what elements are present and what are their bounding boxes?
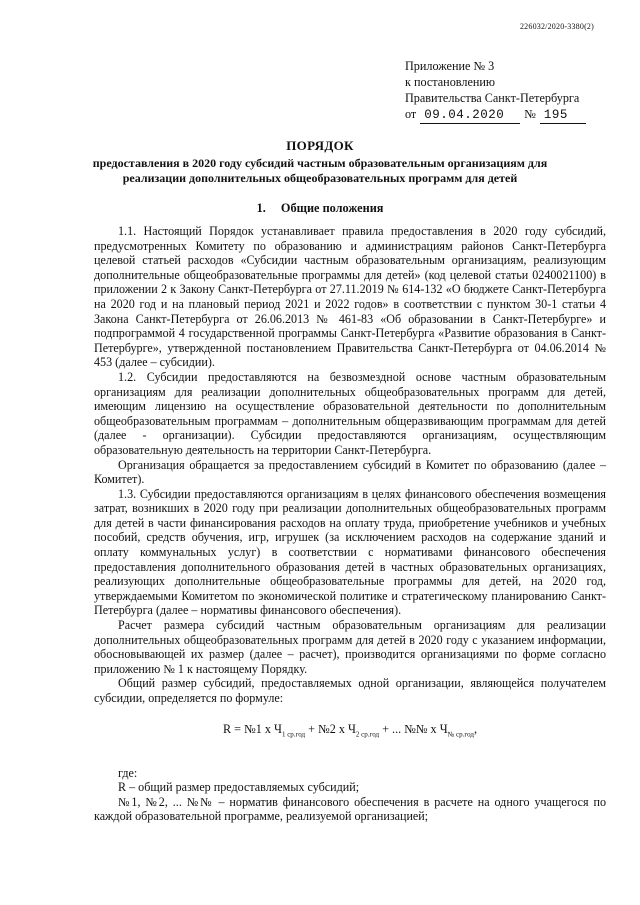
annex-government: Правительства Санкт-Петербурга: [405, 91, 580, 105]
paragraph-1-2: 1.2. Субсидии предоставляются на безвозмездной основе частным образовательным организациям для реализации дополнительных общеобразовательных программ для детей, имеющим лицензию на осуществление образовательной деятельности по дополнительным общеобразовательным программам – дополнительным общеразвивающим программам для детей (далее - организации). Субсидии предоставляются организациям, осуществляющим образовательную деятельность на территории Санкт-Петербурга.: [94, 369, 606, 457]
formula-term-2: №2 х Ч: [318, 721, 356, 736]
formula-term-1: №1 х Ч: [244, 721, 282, 736]
number-sign: №: [524, 107, 536, 121]
resolution-date: 09.04.2020: [420, 107, 520, 124]
where-label: где:: [118, 765, 138, 780]
document-id: 226032/2020-3380(2): [519, 22, 594, 31]
formula-plus-2: + ...: [379, 721, 405, 736]
paragraph-1-3: 1.3. Субсидии предоставляются организациям в целях финансового обеспечения возмещения затрат, возникших в 2020 году при реализации дополнительных общеобразовательных программ для детей в части финансирования расходов на оплату труда, приобретение учебников и учебных пособий, средств обучения, игр, игрушек (за исключением расходов на содержание зданий и оплату коммунальных услуг) в соответствии с нормативами финансового обеспечения предоставления дополнительного образования детей в частных образовательных организациях, реализующих дополнительные общеобразовательные программы для детей, на 2020 год, утверждаемыми Комитетом по экономической политике и стратегическому планированию Санкт-Петербурга (далее – нормативы финансового обеспечения).: [94, 486, 606, 618]
annex-number: Приложение № 3: [405, 59, 495, 73]
formula-plus-1: +: [305, 721, 319, 736]
formula-sub-1: 1 ср.год: [281, 730, 306, 739]
annex-date-row: [405, 106, 586, 124]
formula-sub-2: 2 ср.год: [355, 730, 380, 739]
formula-term-3: №№ х Ч: [404, 721, 448, 736]
paragraph-total-size: Общий размер субсидий, предоставляемых одной организации, являющейся получателем субсидии, определяется по формуле:: [94, 676, 606, 705]
paragraph-calculation: Расчет размера субсидий частным образовательным организациям для реализации дополнительных общеобразовательных программ для детей в 2020 году с указанием информации, обосновывающей их размер (далее – расчет), производится организациями по форме согласно приложению № 1 к настоящему Порядку.: [94, 618, 606, 676]
section-number: 1.: [256, 201, 266, 215]
formula-lhs: R =: [222, 721, 245, 736]
resolution-number: 195: [540, 107, 586, 124]
date-prefix: от: [405, 107, 417, 121]
section-title: Общие положения: [280, 201, 384, 215]
definition-normative: №1, №2, ... №№ – норматив финансового обеспечения в расчете на одного учащегося по каждой образовательной программе, реализуемой организацией;: [94, 794, 606, 824]
paragraph-1-1: 1.1. Настоящий Порядок устанавливает правила предоставления в 2020 году субсидий, предусмотренных Комитету по образованию и администрациям районов Санкт-Петербурга целевой статьей расходов «Субсидии частным образовательным организациям, реализующим дополнительные общеобразовательные программы для детей» (код целевой статьи 0240021100) в приложении 2 к Закону Санкт-Петербурга от 27.11.2019 № 614-132 «О бюджете Санкт-Петербурга на 2020 год и на плановый период 2021 и 2022 годов» в соответствии с пунктом 30-1 статьи 4 Закона Санкт-Петербурга от 26.06.2013 № 461-83 «Об образовании в Санкт-Петербурге» и подпрограммой 4 государственной программы Санкт-Петербурга «Развитие образования в Санкт-Петербурге», утвержденной постановлением Правительства Санкт-Петербурга от 04.06.2014 № 453 (далее – субсидии).: [94, 224, 606, 370]
paragraph-1-2-applicant: Организация обращается за предоставлением субсидий в Комитет по образованию (далее – Комитет).: [94, 457, 606, 487]
section-heading: [0, 201, 640, 216]
formula-end: ,: [473, 721, 478, 736]
annex-block: [405, 58, 586, 124]
subsidy-formula: [94, 722, 606, 742]
definition-r: R – общий размер предоставляемых субсидий;: [118, 780, 360, 795]
formula-sub-3: № ср.год: [447, 730, 474, 739]
annex-resolution: к постановлению: [405, 75, 496, 89]
document-body: [94, 224, 606, 824]
document-title: ПОРЯДОК: [286, 138, 354, 153]
document-subtitle: предоставления в 2020 году субсидий частным образовательным организациям для реализации дополнительных общеобразовательных программ для детей: [92, 156, 548, 185]
